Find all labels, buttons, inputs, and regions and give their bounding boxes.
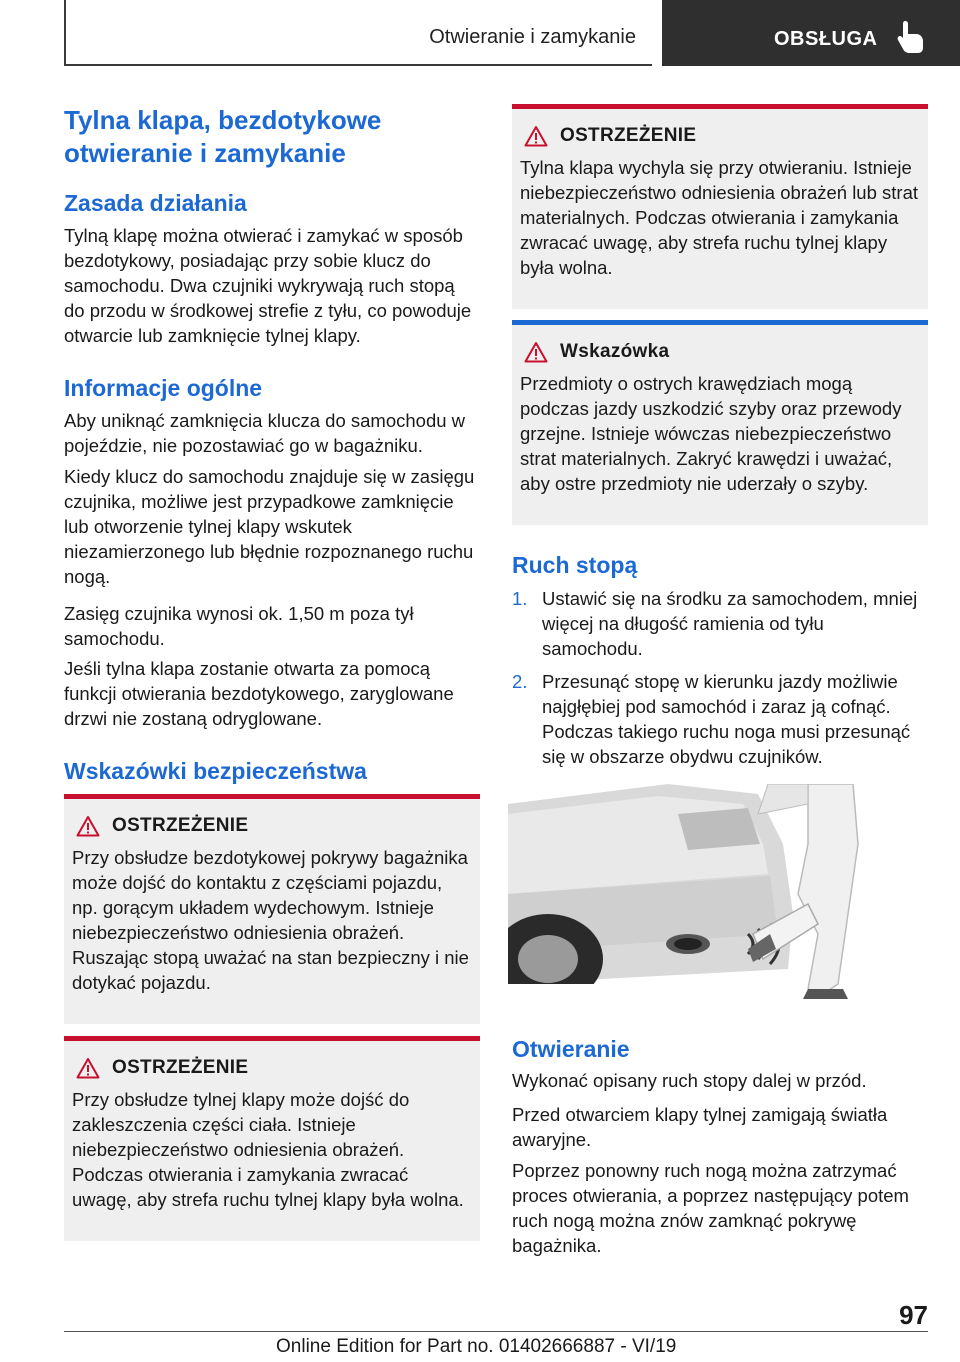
warning-triangle-icon	[524, 125, 548, 147]
paragraph-principle: Tylną klapę można otwierać i zamykać w sposób bezdotykowy, posiadając przy sobie klucz do samochodu. Dwa czujniki wykrywają ruch stopą do przodu w środkowej strefie z tyłu, co powoduje otwarcie lub zamknięcie tylnej klapy.	[64, 225, 472, 346]
warning-box-3	[512, 104, 928, 309]
step-text: Przesunąć stopę w kierunku jazdy możliwie najgłębiej pod samochód i zaraz ją cofnąć. Podczas takiego ruchu noga musi przesunąć się w obszarze obydwu czujników.	[542, 671, 911, 767]
list-item	[512, 586, 928, 661]
step-number: 1.	[512, 588, 528, 609]
note-box	[512, 320, 928, 525]
paragraph-general-1: Aby uniknąć zamknięcia klucza do samochodu w pojeździe, nie pozostawiać go w bagażniku.	[64, 410, 466, 456]
illustration-foot-sensor	[508, 784, 928, 1004]
paragraph-general-4: Jeśli tylna klapa zostanie otwarta za pomocą funkcji otwierania bezdotykowego, zaryglowane drzwi nie zostaną odryglowane.	[64, 658, 454, 729]
warning-text: Przy obsłudze tylnej klapy może dojść do zakleszczenia części ciała. Istnieje niebezpieczeństwo odniesienia obrażeń. Podczas otwierania i zamykania zwracać uwagę, aby strefa ruchu tylnej klapy była wolna.	[72, 1089, 464, 1210]
warning-triangle-icon	[524, 341, 548, 363]
warning-triangle-icon	[76, 815, 100, 837]
warning-text: Przy obsłudze bezdotykowej pokrywy bagażnika może dojść do kontaktu z częściami pojazdu, np. gorącym układem wydechowym. Istnieje niebezpieczeństwo odniesienia obrażeń. Ruszając stopą uważać na stan bezpieczny i nie dotykać pojazdu.	[72, 847, 469, 993]
paragraph-opening-1: Wykonać opisany ruch stopy dalej w przód.	[512, 1070, 867, 1091]
header-chapter-tab	[662, 0, 960, 66]
step-number: 2.	[512, 671, 528, 692]
step-text: Ustawić się na środku za samochodem, mniej więcej na długość ramienia od tyłu samochodu.	[542, 588, 918, 659]
note-text: Przedmioty o ostrych krawędziach mogą podczas jazdy uszkodzić szyby oraz przewody grzejne. Istnieje wówczas niebezpieczeństwo strat materialnych. Zakryć krawędzi i uważać, aby ostre przedmioty nie uderzały o szyby.	[520, 373, 902, 494]
warning-title: OSTRZEŻENIE	[560, 125, 697, 146]
heading-safety: Wskazówki bezpieczeństwa	[64, 758, 367, 784]
header-left-rule	[64, 0, 66, 66]
paragraph-general-2: Kiedy klucz do samochodu znajduje się w zasięgu czujnika, możliwe jest przypadkowe zamknięcie lub otworzenie tylnej klapy wskutek niezamierzonego lub błędnie rozpoznanego ruchu nogą.	[64, 466, 475, 587]
paragraph-opening-2: Przed otwarciem klapy tylnej zamigają światła awaryjne.	[512, 1104, 888, 1150]
page-number: 97	[899, 1300, 928, 1330]
footer-rule	[64, 1331, 928, 1332]
warning-box-1	[64, 794, 480, 1024]
heading-general: Informacje ogólne	[64, 375, 263, 401]
heading-principle: Zasada działania	[64, 190, 247, 216]
note-title: Wskazówka	[560, 341, 670, 362]
warning-box-2	[64, 1036, 480, 1241]
warning-triangle-icon	[76, 1057, 100, 1079]
warning-text: Tylna klapa wychyla się przy otwieraniu. Istnieje niebezpieczeństwo odniesienia obrażeń lub strat materialnych. Podczas otwierania i zamykania zwracać uwagę, aby strefa ruchu tylnej klapy była wolna.	[520, 157, 919, 278]
header-section-title: Otwieranie i zamykanie	[429, 26, 636, 48]
page-title: Tylna klapa, bezdotykowe otwieranie i zamykanie	[64, 105, 382, 168]
car-rear-illustration	[508, 784, 928, 1004]
paragraph-opening-3: Poprzez ponowny ruch nogą można zatrzymać proces otwierania, a poprzez następujący potem ruch nogą można znów zamknąć pokrywę bagażnika.	[512, 1160, 909, 1256]
footer-edition: Online Edition for Part no. 01402666887 - VI/19	[276, 1336, 677, 1357]
warning-title: OSTRZEŻENIE	[112, 815, 249, 836]
heading-foot-movement: Ruch stopą	[512, 552, 638, 578]
header-chapter-label: OBSŁUGA	[774, 28, 878, 50]
hand-pointer-icon	[894, 18, 928, 54]
warning-title: OSTRZEŻENIE	[112, 1057, 249, 1078]
heading-opening: Otwieranie	[512, 1036, 630, 1062]
steps-list	[512, 586, 928, 777]
paragraph-general-3: Zasięg czujnika wynosi ok. 1,50 m poza tył samochodu.	[64, 603, 414, 649]
list-item	[512, 669, 928, 769]
header-bottom-rule	[64, 64, 652, 66]
